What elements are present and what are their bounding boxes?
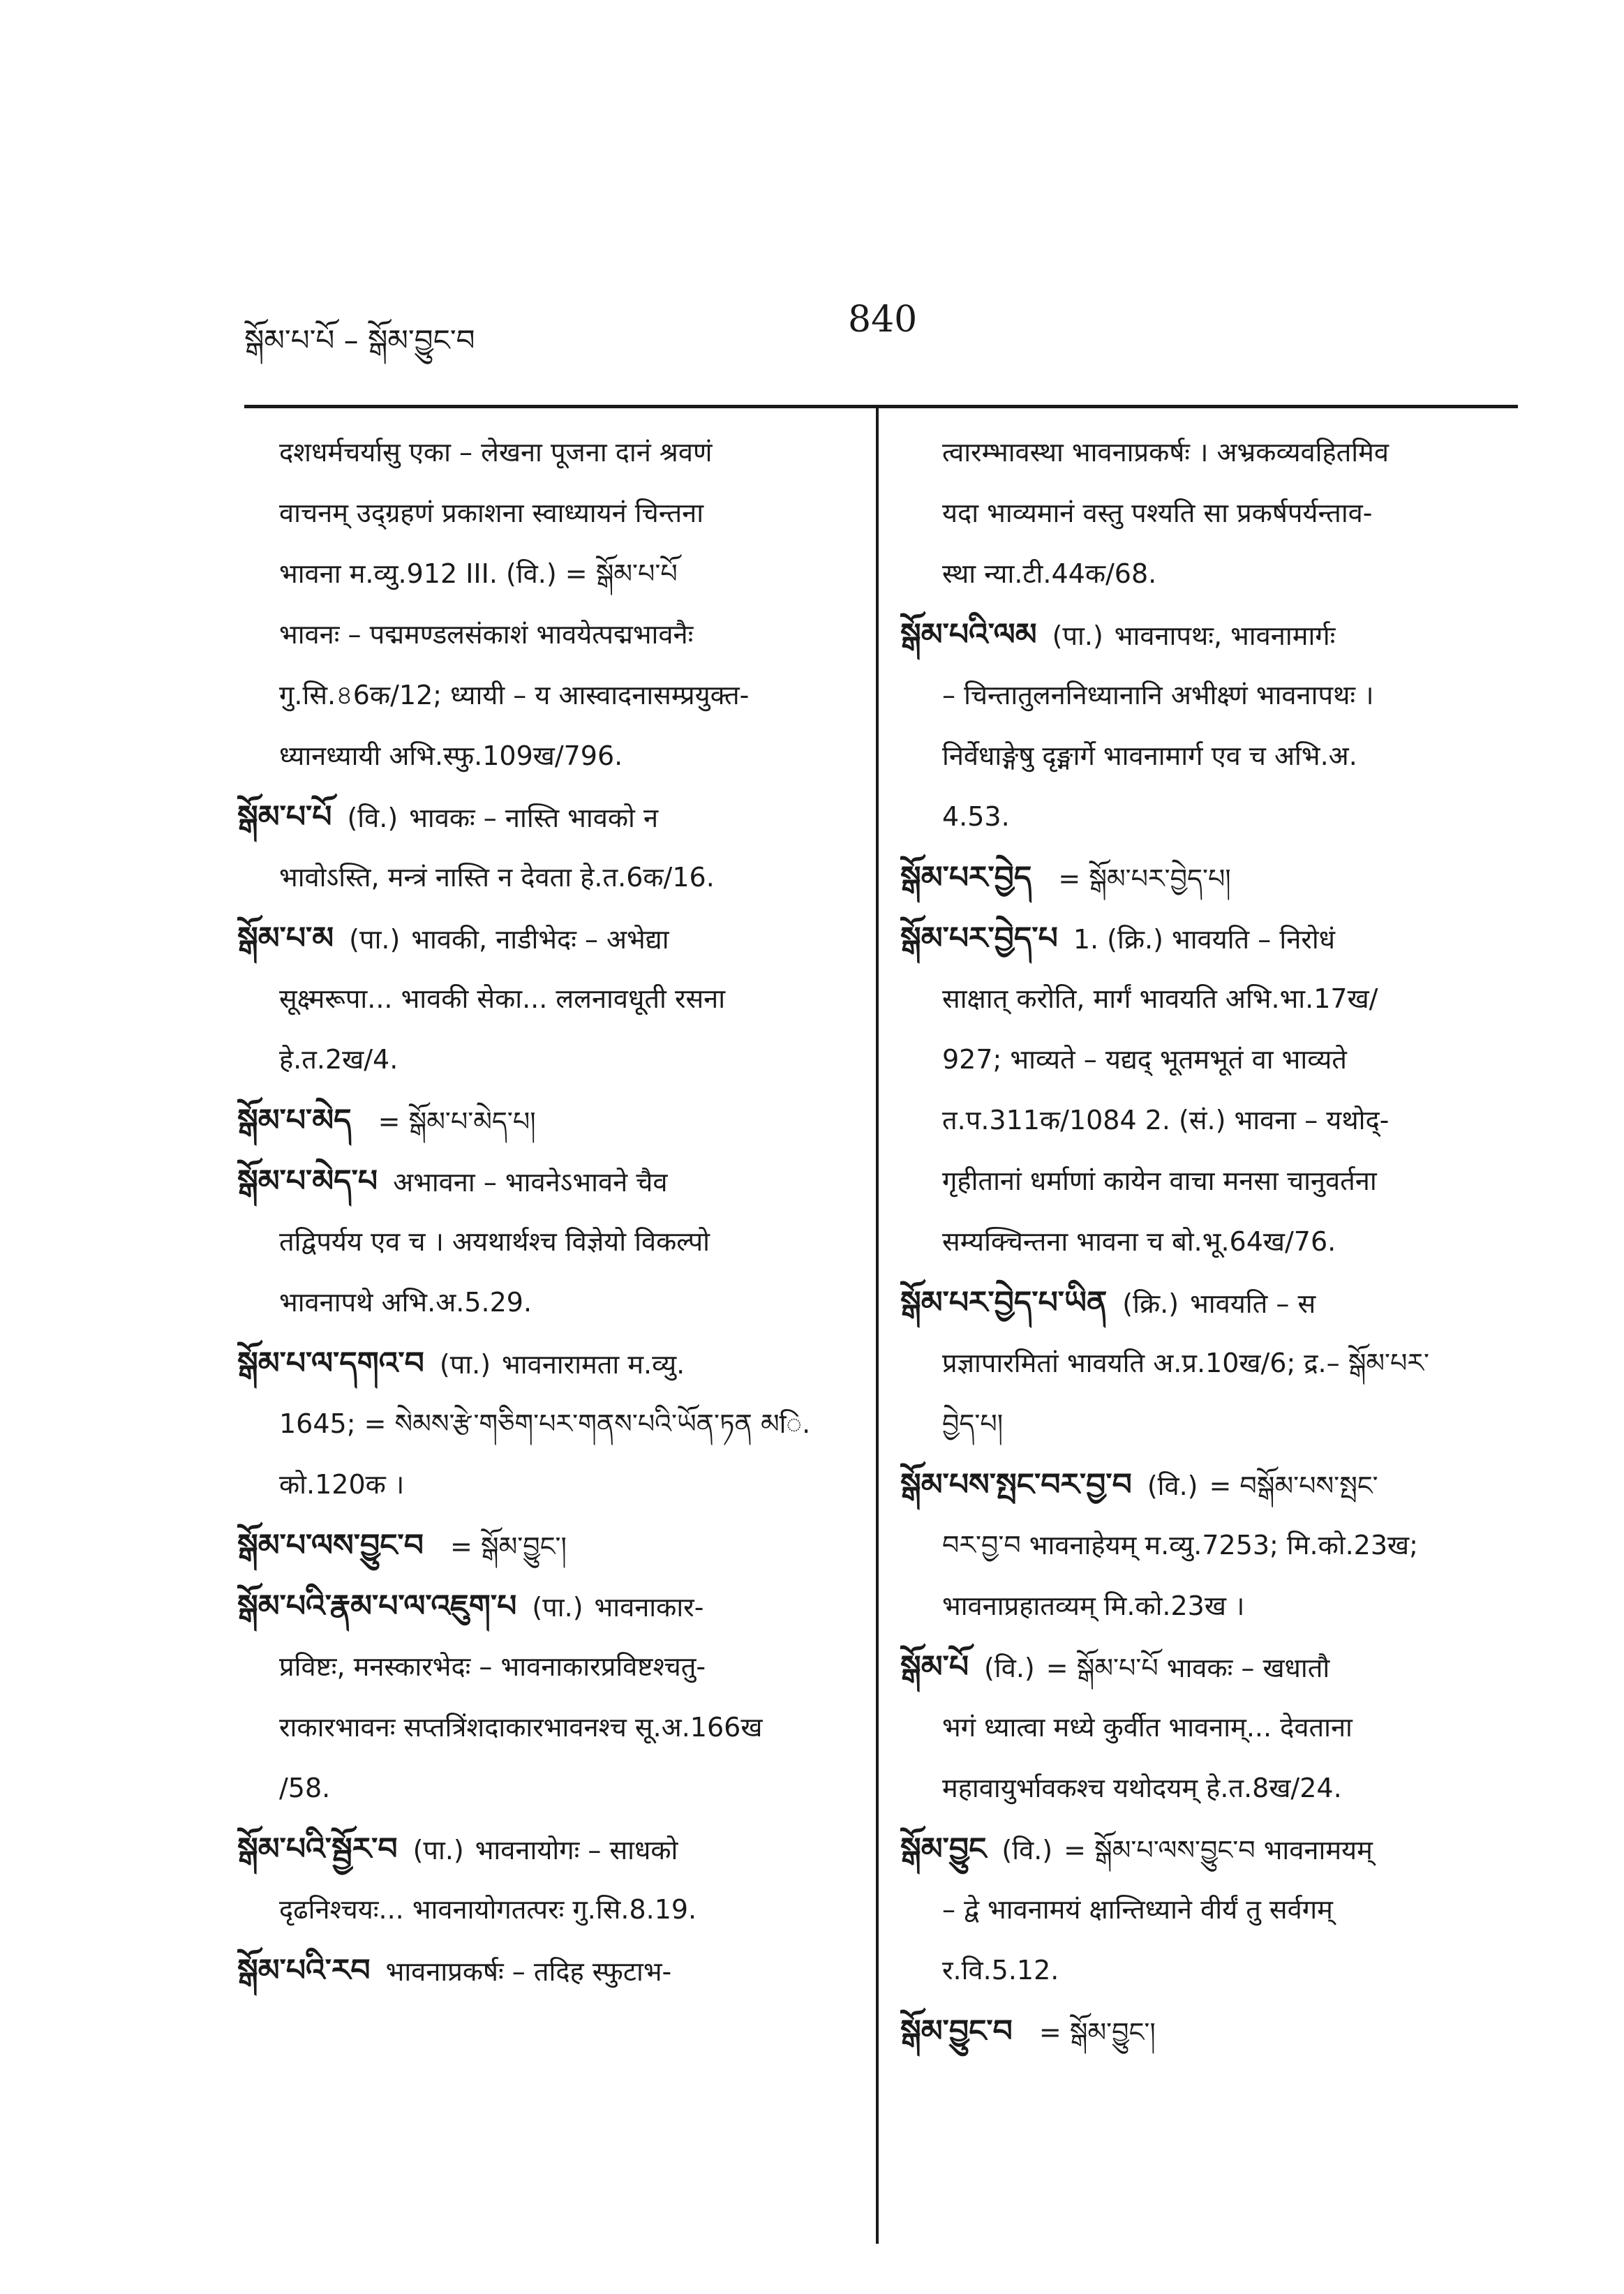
entry-line: सूक्ष्मरूपा... भावकी सेका... ललनावधूती रसना [279, 983, 726, 1014]
entry-text: = བསྒོམ་པས་སྤང་ [1209, 1470, 1378, 1501]
headword: སྒོམ་བྱུང་བ [900, 2013, 1013, 2049]
entry-text: भावनापथः, भावनामार्गः [1114, 620, 1336, 651]
header-rule [244, 405, 1518, 408]
headword: སྒོམ་པར་བྱེད་པ [900, 921, 1058, 956]
entry-head [237, 1819, 851, 1879]
entry-line: साक्षात् करोति, मार्गं भावयति अभि.भा.17ख/ [942, 983, 1378, 1014]
entry-text: भावकः – नास्ति भावको न [409, 803, 659, 833]
continuation-line: वाचनम् उद्ग्रहणं प्रकाशना स्वाध्यायनं चिन्तना [279, 498, 704, 528]
entry-line: 927; भाव्यते – यद्यद् भूतमभूतं वा भाव्यते [942, 1044, 1347, 1075]
entry-line: – द्वे भावनामयं क्षान्तिध्याने वीर्यं तु सर्वगम् [942, 1894, 1333, 1925]
entry-line: भावनाप्रहातव्यम् मि.को.23ख । [942, 1591, 1245, 1621]
headword: སྒོམ་པའི་སྦྱོར་བ [237, 1831, 398, 1867]
entry-text: 1. (क्रि.) भावयति – निरोधं [1073, 924, 1336, 955]
entry-head [237, 1151, 851, 1212]
entry-line: भगं ध्यात्वा मध्ये कुर्वीत भावनाम्... देवताना [942, 1712, 1353, 1743]
entry-text: भावनायोगः – साधको [475, 1835, 678, 1865]
entry-text: = སྒོམ་པར་བྱེད་པ། [1058, 863, 1231, 894]
headword: སྒོམ་པར་བྱེད [900, 860, 1032, 895]
entry-line: 4.53. [942, 801, 1010, 832]
continuation-line: स्था न्या.टी.44क/68. [942, 558, 1157, 589]
entry-head [237, 1940, 851, 2001]
entry-head [900, 1454, 1518, 1515]
entry-line: प्रविष्टः, मनस्कारभेदः – भावनाकारप्रविष्टश्चतु- [279, 1651, 706, 1682]
continuation-line: भावनः – पद्ममण्डलसंकाशं भावयेत्पद्मभावनैः [279, 619, 694, 650]
entry-line: /58. [279, 1773, 331, 1803]
entry-text: अभावना – भावनेऽभावने चैव [393, 1167, 668, 1198]
continuation-line: दशधर्मचर्यासु एका – लेखना पूजना दानं श्रवणं [279, 437, 713, 468]
entry-head [237, 787, 851, 847]
entry-text: = སྒོམ་བྱུང་། [1038, 2017, 1156, 2048]
entry-head [237, 1576, 851, 1637]
left-column [237, 422, 851, 2001]
headword: སྒོམ་པར་བྱེད་པ་ཡིན [900, 1285, 1108, 1320]
entry-line: निर्वेधाङ्गेषु दृङ्मार्गे भावनामार्ग एव च अभि.अ. [942, 740, 1357, 771]
grammar-tag: (वि.) [347, 803, 398, 833]
headword: སྒོམ་པ་མ [237, 921, 334, 956]
continuation-line: गु.सि.৪6क/12; ध्यायी – य आस्वादनासम्प्रयुक्त- [279, 680, 750, 710]
entry-line: को.120क । [279, 1469, 405, 1500]
headword: སྒོམ་པ་པོ [237, 799, 332, 835]
grammar-tag: (क्रि.) [1122, 1288, 1179, 1319]
grammar-tag: (वि.) [1001, 1835, 1053, 1865]
entry-line: བྱེད་པ། [942, 1408, 1004, 1439]
headword: སྒོམ་པ་མེད [237, 1103, 352, 1138]
entry-text: भावनाकार- [594, 1592, 704, 1623]
entry-line: राकारभावनः सप्तत्रिंशदाकारभावनश्च सू.अ.166ख [279, 1712, 763, 1743]
entry-line: – चिन्तातुलननिध्यानानि अभीक्ष्णं भावनापथः । [942, 680, 1374, 710]
entry-head [900, 908, 1518, 969]
headword: སྒོམ་པས་སྤང་བར་བྱ་བ [900, 1467, 1132, 1503]
column-divider [876, 408, 879, 2244]
entry-head [900, 1272, 1518, 1333]
entry-line: भावनापथे अभि.अ.5.29. [279, 1287, 532, 1318]
grammar-tag: (पा.) [532, 1592, 583, 1623]
running-head: སྒོམ་པ་པོ – སྒོམ་བྱུང་བ [244, 323, 475, 357]
entry-head [900, 604, 1518, 665]
grammar-tag: (पा.) [439, 1349, 491, 1380]
entry-text: भावयति – स [1190, 1288, 1316, 1319]
headword: སྒོམ་པ་ལས་བྱུང་བ [237, 1528, 424, 1563]
entry-head [900, 1819, 1518, 1879]
grammar-tag: (वि.) [984, 1653, 1035, 1683]
entry-line: तद्विपर्यय एव च । अयथार्थश्च विज्ञेयो विकल्पो [279, 1226, 710, 1257]
headword: སྒོམ་པའི་རབ [237, 1953, 371, 1988]
entry-line: महावायुर्भावकश्च यथोदयम् हे.त.8ख/24. [942, 1773, 1342, 1803]
entry-line: त.प.311क/1084 2. (सं.) भावना – यथोद्- [942, 1105, 1390, 1135]
continuation-line: भावना म.व्यु.912 III. (वि.) = སྒོམ་པ་པོ [279, 558, 678, 589]
headword: སྒོམ་པའི་རྣམ་པ་ལ་འཇུག་པ [237, 1588, 517, 1624]
right-column [900, 422, 1518, 2062]
entry-head [237, 1515, 851, 1576]
headword: སྒོམ་པ་མེད་པ [237, 1163, 378, 1199]
entry-text: भावकी, नाडीभेदः – अभेद्या [411, 924, 669, 955]
entry-line: 1645; = སེམས་རྩེ་གཅིག་པར་གནས་པའི་ཡོན་ཏན མि. [279, 1408, 811, 1439]
entry-line: हे.त.2ख/4. [279, 1044, 398, 1075]
entry-text: भावनारामता म.व्यु. [502, 1349, 685, 1380]
continuation-line: यदा भाव्यमानं वस्तु पश्यति सा प्रकर्षपर्यन्ताव- [942, 498, 1373, 528]
entry-line: सम्यक्चिन्तना भावना च बो.भू.64ख/76. [942, 1226, 1336, 1257]
entry-head [237, 908, 851, 969]
entry-line: र.वि.5.12. [942, 1955, 1059, 1986]
page-number: 840 [848, 299, 918, 341]
entry-line: भावोऽस्ति, मन्त्रं नास्ति न देवता हे.त.6क/16. [279, 862, 715, 893]
grammar-tag: (वि.) [1147, 1470, 1198, 1501]
headword: སྒོམ་པོ [900, 1649, 969, 1685]
entry-text: = སྒོམ་པ་མེད་པ། [378, 1106, 536, 1137]
continuation-line: त्वारम्भावस्था भावनाप्रकर्षः । अभ्रकव्यवहितमिव [942, 437, 1389, 468]
grammar-tag: (पा.) [1052, 620, 1103, 651]
grammar-tag: (पा.) [349, 924, 401, 955]
entry-text: = སྒོམ་པ་ལས་བྱུང་བ भावनामयम् [1064, 1835, 1373, 1865]
headword: སྒོམ་པ་ལ་དགའ་བ [237, 1346, 424, 1381]
entry-text: = སྒོམ་བྱུང་། [450, 1531, 567, 1562]
headword: སྒོམ་བྱུང [900, 1831, 987, 1867]
entry-line: गृहीतानां धर्माणां कायेन वाचा मनसा चानुवर्तना [942, 1165, 1377, 1196]
entry-head [237, 1333, 851, 1394]
entry-line: བར་བྱ་བ भावनाहेयम् म.व्यु.7253; मि.को.23ख; [942, 1530, 1418, 1561]
entry-text: = སྒོམ་པ་པོ भावकः – खधातौ [1045, 1653, 1330, 1683]
entry-text: भावनाप्रकर्षः – तदिह स्फुटाभ- [385, 1956, 672, 1987]
entry-line: प्रज्ञापारमितां भावयति अ.प्र.10ख/6; द्र.– སྒོམ་པར་ [942, 1348, 1430, 1378]
entry-head [900, 1637, 1518, 1697]
continuation-line: ध्यानध्यायी अभि.स्फु.109ख/796. [279, 740, 623, 771]
entry-head [900, 847, 1518, 908]
headword: སྒོམ་པའི་ལམ [900, 617, 1037, 653]
grammar-tag: (पा.) [412, 1835, 464, 1865]
entry-head [900, 2001, 1518, 2062]
entry-head [237, 1090, 851, 1151]
entry-line: दृढनिश्चयः... भावनायोगतत्परः गु.सि.8.19. [279, 1894, 697, 1925]
